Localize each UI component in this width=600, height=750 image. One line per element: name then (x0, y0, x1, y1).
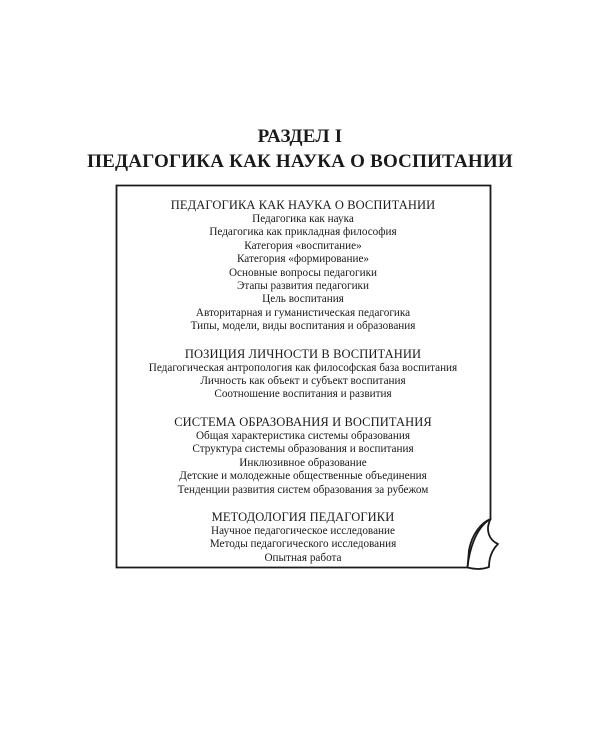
topic-title: МЕТОДОЛОГИЯ ПЕДАГОГИКИ (211, 509, 395, 524)
topic-item: Структура системы образования и воспитания (192, 443, 414, 456)
topic-item: Цель воспитания (262, 293, 344, 306)
topic-item: Педагогика как наука (252, 213, 354, 225)
topic-item: Детские и молодежные общественные объединения (179, 470, 427, 483)
topic-item: Научное педагогическое исследование (211, 524, 395, 537)
topic-section (115, 346, 491, 402)
topic-item: Инклюзивное образование (239, 456, 367, 469)
section-number: РАЗДЕЛ I (257, 126, 343, 147)
section-title: ПЕДАГОГИКА КАК НАУКА О ВОСПИТАНИИ (87, 151, 513, 172)
topic-item: Соотношение воспитания и развития (214, 388, 392, 401)
topic-title: ПОЗИЦИЯ ЛИЧНОСТИ В ВОСПИТАНИИ (184, 346, 422, 361)
contents-card (115, 184, 511, 580)
topic-item: Категория «формирование» (236, 253, 370, 266)
topic-section (115, 414, 491, 497)
contents-list (115, 197, 491, 577)
topic-item: Авторитарная и гуманистическая педагогика (195, 306, 411, 319)
topic-title: СИСТЕМА ОБРАЗОВАНИЯ И ВОСПИТАНИЯ (174, 414, 432, 429)
topic-item: Тенденции развития систем образования за рубежом (177, 483, 429, 496)
topic-item: Категория «воспитание» (244, 239, 362, 252)
topic-section (115, 197, 491, 334)
topic-item: Методы педагогического исследования (209, 538, 397, 551)
topic-item: Основные вопросы педагогики (228, 266, 378, 279)
topic-item: Педагогическая антропология как философская база воспитания (148, 361, 458, 374)
topic-item: Педагогика как прикладная философия (209, 226, 397, 239)
topic-item: Общая характеристика системы образования (195, 429, 411, 442)
topic-item: Этапы развития педагогики (237, 280, 369, 293)
topic-section (115, 509, 491, 565)
topic-title: ПЕДАГОГИКА КАК НАУКА О ВОСПИТАНИИ (170, 198, 436, 212)
topic-item: Опытная работа (264, 551, 342, 564)
topic-item: Личность как объект и субъект воспитания (200, 375, 406, 388)
topic-item: Типы, модели, виды воспитания и образования (190, 320, 416, 333)
section-heading (0, 124, 600, 174)
